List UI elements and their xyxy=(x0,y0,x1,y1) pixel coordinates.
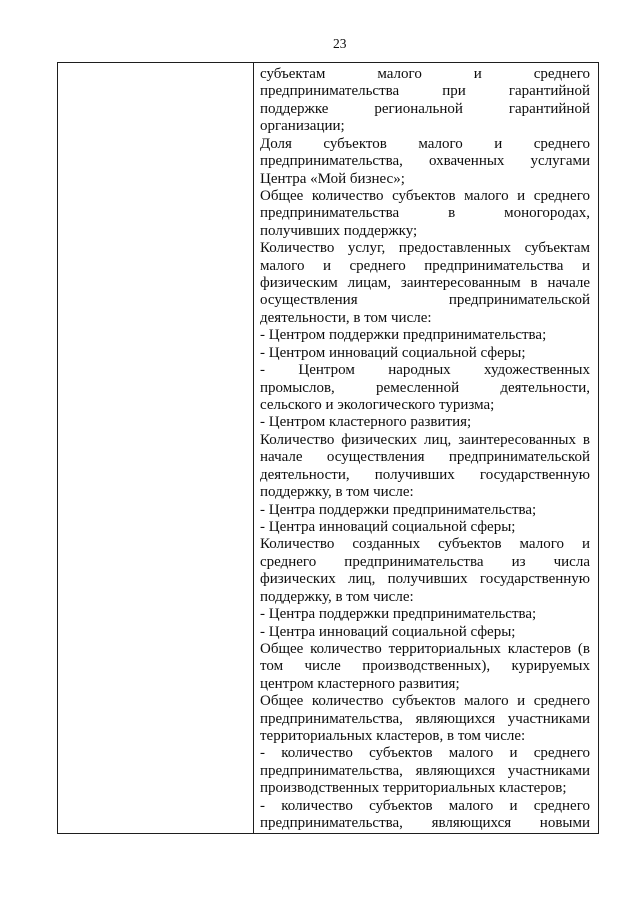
paragraph xyxy=(260,693,590,745)
list-item xyxy=(260,606,590,623)
paragraph xyxy=(260,432,590,502)
list-item xyxy=(260,624,590,641)
text-line: Доля субъектов малого и среднего xyxy=(260,135,590,152)
list-item xyxy=(260,414,590,431)
text-line: предпринимательства в моногородах, xyxy=(260,205,590,222)
page-number: 23 xyxy=(333,36,347,51)
text-line: Количество услуг, предоставленных субъектам xyxy=(260,240,590,257)
text-line: территориальных кластеров, в том числе: xyxy=(260,728,526,745)
text-line: предпринимательства при гарантийной xyxy=(260,83,590,100)
list-item-continued xyxy=(260,798,590,833)
list-item xyxy=(260,362,590,414)
list-item xyxy=(260,327,590,344)
text-line: - Центром кластерного развития; xyxy=(260,414,472,431)
text-line: малого и среднего предпринимательства и xyxy=(260,257,590,274)
text-line: поддержку, в том числе: xyxy=(260,588,414,605)
text-line: - количество субъектов малого и среднего xyxy=(260,745,590,762)
text-line: том числе производственных), курируемых xyxy=(260,658,590,675)
text-line: - Центра поддержки предпринимательства; xyxy=(260,606,537,623)
paragraph xyxy=(260,536,590,606)
text-line: - Центром поддержки предпринимательства; xyxy=(260,327,547,344)
text-line: - Центра инноваций социальной сферы; xyxy=(260,623,516,640)
text-line: Общее количество субъектов малого и среднего xyxy=(260,693,590,710)
text-line: деятельности, в том числе: xyxy=(260,309,432,326)
text-line: осуществления предпринимательской xyxy=(260,292,590,309)
list-item xyxy=(260,345,590,362)
text-line: - количество субъектов малого и среднего xyxy=(260,797,590,814)
text-line: субъектам малого и среднего xyxy=(260,66,590,82)
text-line: Количество созданных субъектов малого и xyxy=(260,536,590,553)
text-line: Количество физических лиц, заинтересованных в xyxy=(260,431,590,448)
text-line: деятельности, получивших государственную xyxy=(260,466,590,483)
paragraph xyxy=(260,66,590,136)
table-cell-right xyxy=(254,63,598,833)
text-line: - Центром народных художественных xyxy=(260,362,590,379)
text-line: промыслов, ремесленной деятельности, xyxy=(260,379,590,396)
table xyxy=(57,62,599,834)
text-line: физическим лицам, заинтересованным в начале xyxy=(260,275,590,292)
text-line: физических лиц, получивших государственную xyxy=(260,571,590,588)
text-line: предпринимательства, охваченных услугами xyxy=(260,153,590,170)
text-line: организации; xyxy=(260,118,345,135)
text-line: Общее количество территориальных кластеров (в xyxy=(260,640,590,657)
paragraph xyxy=(260,188,590,240)
text-line: производственных территориальных кластеров; xyxy=(260,780,567,797)
paragraph xyxy=(260,240,590,327)
list-item xyxy=(260,519,590,536)
text-line: - Центра инноваций социальной сферы; xyxy=(260,518,516,535)
list-item xyxy=(260,745,590,797)
paragraph xyxy=(260,641,590,693)
text-line: Общее количество субъектов малого и среднего xyxy=(260,187,590,204)
text-line: - Центром инноваций социальной сферы; xyxy=(260,344,526,361)
text-line: получивших поддержку; xyxy=(260,222,418,239)
text-line: Центра «Мой бизнес»; xyxy=(260,170,405,187)
table-cell-left xyxy=(58,63,254,833)
text-line: начале осуществления предпринимательской xyxy=(260,449,590,466)
text-line: сельского и экологического туризма; xyxy=(260,397,495,414)
text-line: - Центра поддержки предпринимательства; xyxy=(260,501,537,518)
text-line: среднего предпринимательства из числа xyxy=(260,553,590,570)
text-line: предпринимательства, являющихся новыми xyxy=(260,815,590,832)
text-line: поддержку, в том числе: xyxy=(260,484,414,501)
text-line: предпринимательства, являющихся участниками xyxy=(260,762,590,779)
text-line: предпринимательства, являющихся участниками xyxy=(260,710,590,727)
list-item xyxy=(260,502,590,519)
text-line: поддержке региональной гарантийной xyxy=(260,100,590,117)
paragraph xyxy=(260,136,590,188)
text-line: центром кластерного развития; xyxy=(260,675,460,692)
